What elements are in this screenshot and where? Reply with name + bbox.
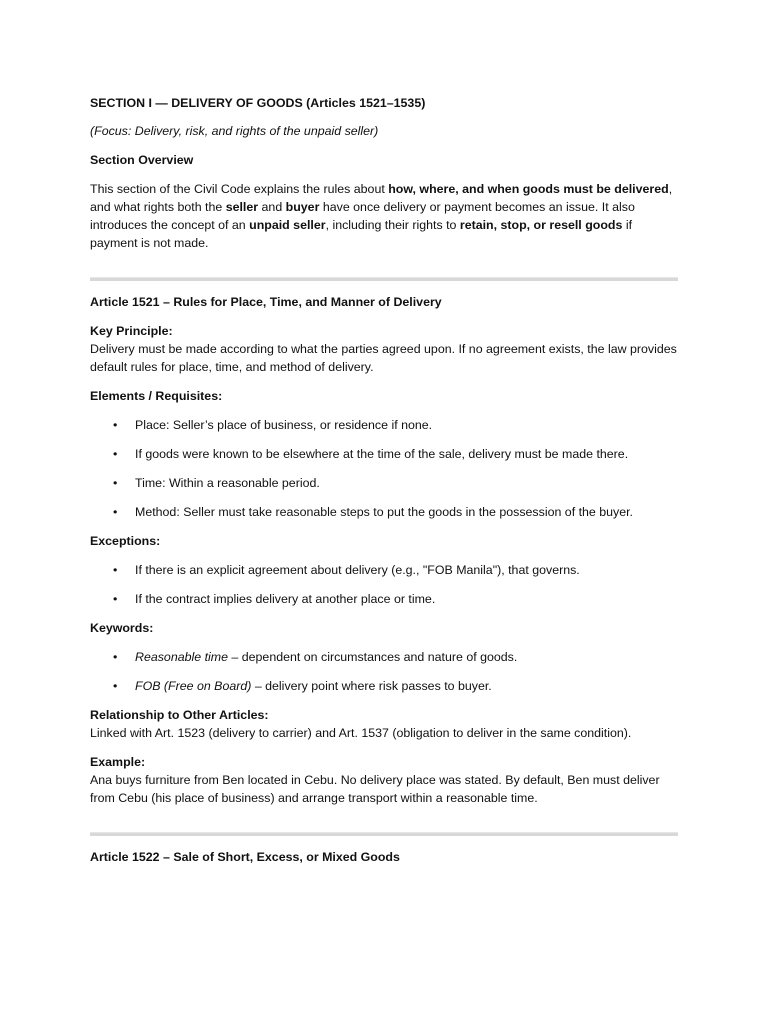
overview-text: , and what rights both the	[90, 182, 673, 214]
list-item	[90, 474, 680, 492]
key-principle-heading: Key Principle:	[90, 324, 173, 338]
list-item	[90, 648, 680, 666]
overview-text: This section of the Civil Code explains the rules about	[90, 182, 389, 196]
key-principle-text: Delivery must be made according to what the parties agreed upon. If no agreement exists, the law provides default rules for place, time, and method of delivery.	[90, 342, 677, 374]
list-item-text: If goods were known to be elsewhere at the time of the sale, delivery must be made there.	[135, 447, 629, 461]
section-title: SECTION I — DELIVERY OF GOODS (Articles 1521–1535)	[90, 96, 426, 110]
horizontal-divider	[90, 832, 678, 836]
overview-emphasis: buyer	[285, 200, 320, 214]
bullet-icon: •	[113, 418, 118, 432]
elements-list	[90, 416, 680, 521]
example-heading: Example:	[90, 755, 146, 769]
overview-text: , including their rights to	[325, 218, 460, 232]
list-item	[90, 561, 680, 579]
overview-emphasis: unpaid seller	[249, 218, 326, 232]
exceptions-heading: Exceptions:	[90, 534, 161, 548]
bullet-icon: •	[113, 447, 118, 461]
overview-text: if payment is not made.	[90, 218, 633, 250]
bullet-icon: •	[113, 505, 118, 519]
section-overview-paragraph	[90, 180, 680, 252]
list-item-text: If the contract implies delivery at another place or time.	[135, 592, 436, 606]
list-item	[90, 416, 680, 434]
list-item	[90, 445, 680, 463]
key-principle-block	[90, 322, 680, 376]
overview-emphasis: retain, stop, or resell goods	[459, 218, 623, 232]
exceptions-list	[90, 561, 680, 608]
relationship-heading: Relationship to Other Articles:	[90, 708, 269, 722]
section-overview-heading: Section Overview	[90, 153, 194, 167]
section-focus: (Focus: Delivery, risk, and rights of the unpaid seller)	[90, 124, 379, 138]
bullet-icon: •	[113, 592, 118, 606]
relationship-text: Linked with Art. 1523 (delivery to carrier) and Art. 1537 (obligation to deliver in the same condition).	[90, 726, 632, 740]
list-item-text: Method: Seller must take reasonable steps to put the goods in the possession of the buyer.	[135, 505, 633, 519]
bullet-icon: •	[113, 650, 118, 664]
keyword-definition: – dependent on circumstances and nature of goods.	[227, 650, 518, 664]
article-1522-heading: Article 1522 – Sale of Short, Excess, or Mixed Goods	[90, 850, 400, 864]
keyword-term: FOB (Free on Board)	[135, 679, 252, 693]
keyword-definition: – delivery point where risk passes to buyer.	[251, 679, 492, 693]
overview-emphasis: seller	[225, 200, 259, 214]
article-1521-heading: Article 1521 – Rules for Place, Time, and Manner of Delivery	[90, 295, 442, 309]
list-item	[90, 590, 680, 608]
bullet-icon: •	[113, 679, 118, 693]
keywords-list	[90, 648, 680, 695]
list-item-text: Time: Within a reasonable period.	[135, 476, 320, 490]
elements-heading: Elements / Requisites:	[90, 389, 223, 403]
bullet-icon: •	[113, 476, 118, 490]
list-item-text: If there is an explicit agreement about delivery (e.g., "FOB Manila"), that governs.	[135, 563, 580, 577]
horizontal-divider	[90, 277, 678, 281]
relationship-block	[90, 706, 680, 742]
overview-text: have once delivery or payment becomes an issue. It also introduces the concept of an	[90, 200, 635, 232]
list-item	[90, 677, 680, 695]
overview-text: and	[258, 200, 286, 214]
list-item	[90, 503, 680, 521]
example-block	[90, 753, 680, 807]
list-item-text: Place: Seller’s place of business, or residence if none.	[135, 418, 433, 432]
bullet-icon: •	[113, 563, 118, 577]
keyword-term: Reasonable time	[135, 650, 228, 664]
example-text: Ana buys furniture from Ben located in Cebu. No delivery place was stated. By default, Ben must deliver from Cebu (his place of business) and arrange transport within a reasonable time.	[90, 773, 660, 805]
keywords-heading: Keywords:	[90, 621, 154, 635]
document-content	[90, 94, 680, 866]
overview-emphasis: how, where, and when goods must be delivered	[388, 182, 669, 196]
